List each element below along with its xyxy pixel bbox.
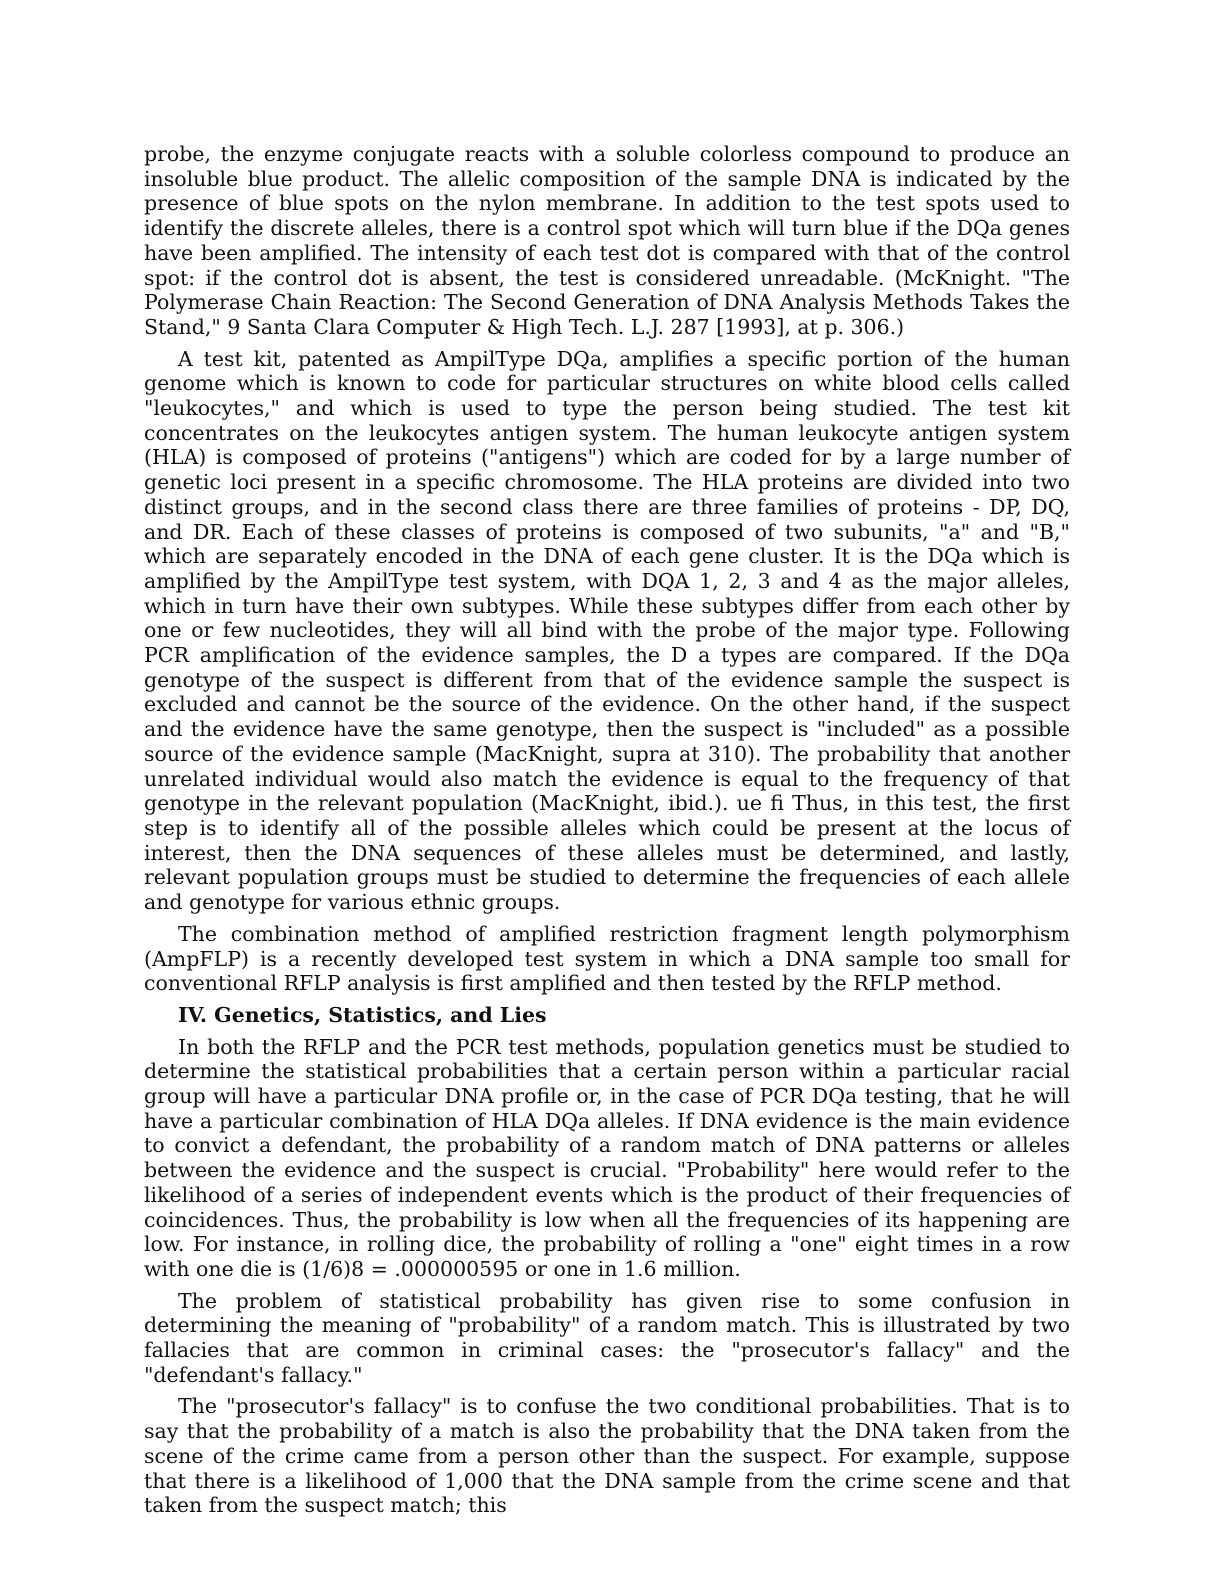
document-page: [144, 142, 1070, 1525]
paragraph-population-genetics: In both the RFLP and the PCR test methods, population genetics must be studied to determine the statistical probabilities that a certain person within a particular racial group will have a particular DNA profile or, in the case of PCR DQa testing, that he will have a particular combination of HLA DQa alleles. If DNA evidence is the main evidence to convict a defendant, the probability of a random match of DNA patterns or alleles between the evidence and the suspect is crucial. "Probability" here would refer to the likelihood of a series of independent events which is the product of their frequencies of coincidences. Thus, the probability is low when all the frequencies of its happening are low. For instance, in rolling dice, the probability of rolling a "one" eight times in a row with one die is (1/6)8 = .000000595 or one in 1.6 million.: [144, 1034, 1070, 1281]
section-heading: IV. Genetics, Statistics, and Lies: [178, 1002, 547, 1027]
paragraph-statistical-probability: The problem of statistical probability has given rise to some confusion in determining the meaning of "probability" of a random match. This is illustrated by two fallacies that are common in criminal cases: the "prosecutor's fallacy" and the "defendant's fallacy.": [144, 1288, 1070, 1387]
paragraph-ampiltype-test-kit: A test kit, patented as AmpilType DQa, amplifies a specific portion of the human genome which is known to code for particular structures on white blood cells called "leukocytes," and which is used to type the person being studied. The test kit concentrates on the leukocytes antigen system. The human leukocyte antigen system (HLA) is composed of proteins ("antigens") which are coded for by a large number of genetic loci present in a specific chromosome. The HLA proteins are divided into two distinct groups, and in the second class there are three families of proteins - DP, DQ, and DR. Each of these classes of proteins is composed of two subunits, "a" and "B," which are separately encoded in the DNA of each gene cluster. It is the DQa which is amplified by the AmpilType test system, with DQA 1, 2, 3 and 4 as the major alleles, which in turn have their own subtypes. While these subtypes differ from each other by one or few nucleotides, they will all bind with the probe of the major type. Following PCR amplification of the evidence samples, the D a types are compared. If the DQa genotype of the suspect is different from that of the evidence sample the suspect is excluded and cannot be the source of the evidence. On the other hand, if the suspect and the evidence have the same genotype, then the suspect is "included" as a possible source of the evidence sample (MacKnight, supra at 310). The probability that another unrelated individual would also match the evidence is equal to the frequency of that genotype in the relevant population (MacKnight, ibid.). ue fi Thus, in this test, the first step is to identify all of the possible alleles which could be present at the locus of interest, then the DNA sequences of these alleles must be determined, and lastly, relevant population groups must be studied to determine the frequencies of each allele and genotype for various ethnic groups.: [144, 346, 1070, 915]
paragraph-prosecutors-fallacy: The "prosecutor's fallacy" is to confuse the two conditional probabilities. That is to say that the probability of a match is also the probability that the DNA taken from the scene of the crime came from a person other than the suspect. For example, suppose that there is a likelihood of 1,000 that the DNA sample from the crime scene and that taken from the suspect match; this: [144, 1394, 1070, 1518]
paragraph-ampflp-method: The combination method of amplified restriction fragment length polymorphism (AmpFLP) is a recently developed test system in which a DNA sample too small for conventional RFLP analysis is first amplified and then tested by the RFLP method.: [144, 921, 1070, 996]
paragraph-pcr-probe: probe, the enzyme conjugate reacts with a soluble colorless compound to produce an insoluble blue product. The allelic composition of the sample DNA is indicated by the presence of blue spots on the nylon membrane. In addition to the test spots used to identify the discrete alleles, there is a control spot which will turn blue if the DQa genes have been amplified. The intensity of each test dot is compared with that of the control spot: if the control dot is absent, the test is considered unreadable. (McKnight. "The Polymerase Chain Reaction: The Second Generation of DNA Analysis Methods Takes the Stand," 9 Santa Clara Computer & High Tech. L.J. 287 [1993], at p. 306.): [144, 142, 1070, 339]
